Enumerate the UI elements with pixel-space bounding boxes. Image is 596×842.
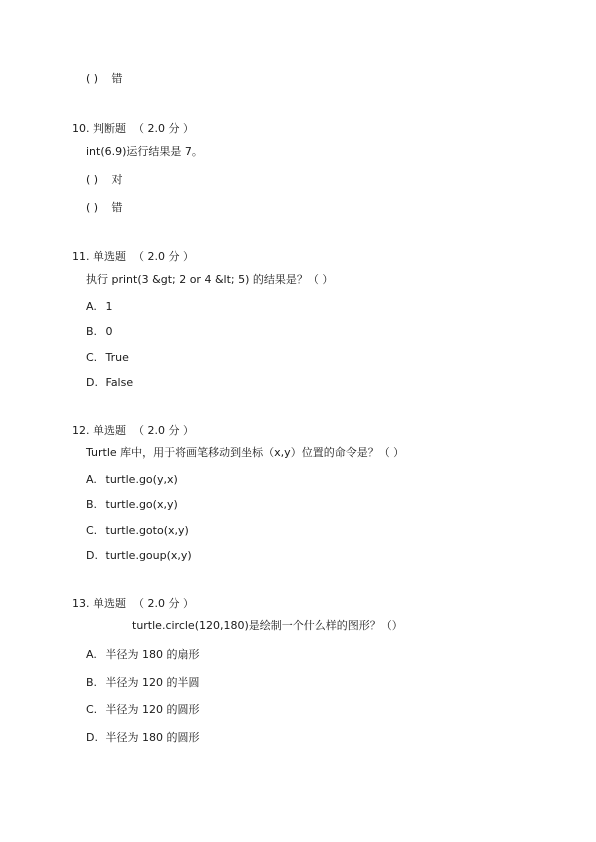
question-12-option-a[interactable]	[86, 473, 178, 487]
question-score: （ 2.0 分 ）	[133, 597, 194, 610]
question-score: （ 2.0 分 ）	[133, 250, 194, 263]
option-text: turtle.go(y,x)	[105, 473, 178, 486]
option-text: 半径为 120 的圆形	[105, 703, 200, 716]
question-type: 单选题	[93, 250, 126, 263]
question-11-option-a[interactable]	[86, 300, 113, 314]
question-10-option-false[interactable]	[86, 201, 123, 215]
question-number: 13.	[72, 597, 90, 610]
question-12-header	[72, 424, 194, 438]
option-text: turtle.go(x,y)	[105, 498, 178, 511]
option-label: 错	[111, 72, 123, 85]
option-letter: D.	[86, 731, 98, 744]
question-type: 判断题	[93, 122, 126, 135]
option-letter: B.	[86, 676, 98, 689]
option-text: 1	[105, 300, 113, 313]
question-score: （ 2.0 分 ）	[133, 424, 194, 437]
question-10-header	[72, 122, 194, 136]
question-11-option-c[interactable]	[86, 351, 129, 365]
question-11-option-b[interactable]	[86, 325, 113, 339]
option-letter: C.	[86, 524, 98, 537]
option-wrong[interactable]	[86, 72, 123, 86]
option-text: 半径为 120 的半圆	[105, 676, 200, 689]
question-13-stem: turtle.circle(120,180)是绘制一个什么样的图形？（）	[132, 619, 403, 632]
option-text: 半径为 180 的扇形	[105, 648, 200, 661]
question-12-option-c[interactable]	[86, 524, 189, 538]
question-13-option-b[interactable]	[86, 676, 200, 690]
option-label: 错	[111, 201, 123, 214]
option-label: 对	[111, 173, 123, 186]
option-text: turtle.goup(x,y)	[105, 549, 192, 562]
question-11-option-d[interactable]	[86, 376, 133, 390]
answer-paren: ( )	[86, 201, 99, 214]
question-10-option-true[interactable]	[86, 173, 123, 187]
option-text: 半径为 180 的圆形	[105, 731, 200, 744]
option-letter: B.	[86, 325, 98, 338]
question-number: 12.	[72, 424, 90, 437]
option-letter: D.	[86, 549, 98, 562]
question-12-stem: Turtle 库中，用于将画笔移动到坐标（x,y）位置的命令是？（ ）	[86, 446, 405, 459]
option-letter: A.	[86, 648, 97, 661]
option-letter: C.	[86, 351, 98, 364]
question-13-option-d[interactable]	[86, 731, 200, 745]
question-number: 11.	[72, 250, 90, 263]
question-number: 10.	[72, 122, 90, 135]
option-letter: A.	[86, 473, 97, 486]
question-11-stem: 执行 print(3 &gt; 2 or 4 &lt; 5) 的结果是？（ ）	[86, 273, 334, 286]
question-type: 单选题	[93, 597, 126, 610]
option-text: True	[105, 351, 129, 364]
question-score: （ 2.0 分 ）	[133, 122, 194, 135]
option-letter: B.	[86, 498, 98, 511]
option-letter: A.	[86, 300, 97, 313]
option-text: 0	[105, 325, 113, 338]
answer-paren: ( )	[86, 173, 99, 186]
option-text: turtle.goto(x,y)	[105, 524, 189, 537]
question-13-option-c[interactable]	[86, 703, 200, 717]
option-letter: D.	[86, 376, 98, 389]
question-12-option-d[interactable]	[86, 549, 192, 563]
option-text: False	[105, 376, 134, 389]
question-type: 单选题	[93, 424, 126, 437]
option-letter: C.	[86, 703, 98, 716]
question-11-header	[72, 250, 194, 264]
question-10-stem: int(6.9)运行结果是 7。	[86, 145, 203, 158]
question-13-option-a[interactable]	[86, 648, 200, 662]
question-13-header	[72, 597, 194, 611]
question-12-option-b[interactable]	[86, 498, 178, 512]
answer-paren: ( )	[86, 72, 99, 85]
